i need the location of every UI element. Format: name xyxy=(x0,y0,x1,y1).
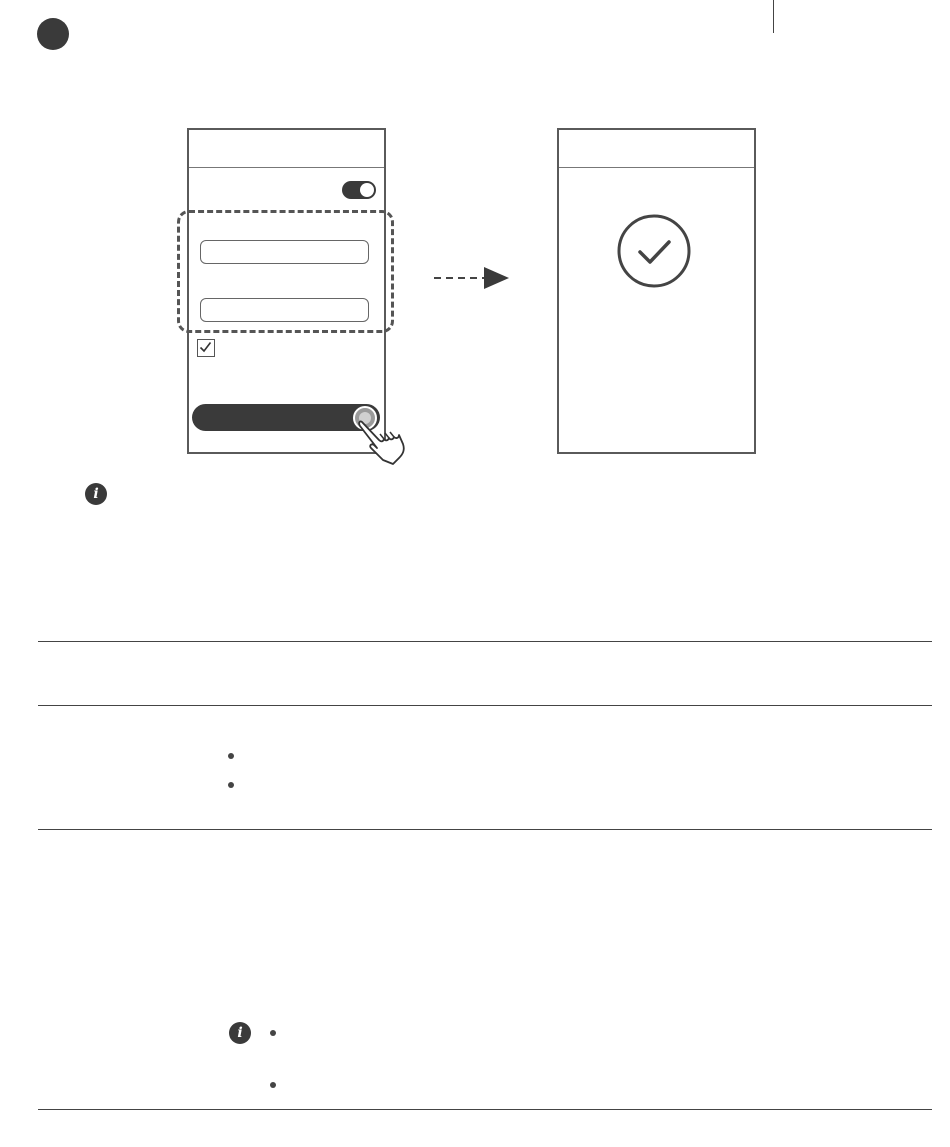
agree-checkbox[interactable] xyxy=(197,339,215,357)
page-margin-line xyxy=(773,0,774,33)
table-rule-bottom xyxy=(38,1109,932,1110)
bullet-marker xyxy=(270,1082,276,1088)
phone-header-bar xyxy=(189,130,384,168)
bullet-marker xyxy=(228,782,234,788)
phone-header-bar xyxy=(559,130,754,168)
dashed-arrow-icon xyxy=(432,264,514,292)
toggle-knob xyxy=(360,183,374,197)
table-rule xyxy=(38,829,932,830)
phone-illustration-success xyxy=(557,128,756,454)
toggle-switch[interactable] xyxy=(342,181,376,199)
tap-hand-icon xyxy=(345,398,421,470)
info-icon: i xyxy=(229,1022,251,1044)
bullet-marker xyxy=(228,753,234,759)
checkmark-icon xyxy=(198,340,213,355)
check-circle-icon xyxy=(616,213,692,289)
table-rule-top xyxy=(38,641,932,642)
bullet-marker xyxy=(270,1030,276,1036)
network-name-field[interactable] xyxy=(200,240,369,264)
step-number-badge xyxy=(37,18,69,50)
table-rule xyxy=(38,705,932,706)
info-icon: i xyxy=(85,483,107,505)
password-field[interactable] xyxy=(200,298,369,322)
